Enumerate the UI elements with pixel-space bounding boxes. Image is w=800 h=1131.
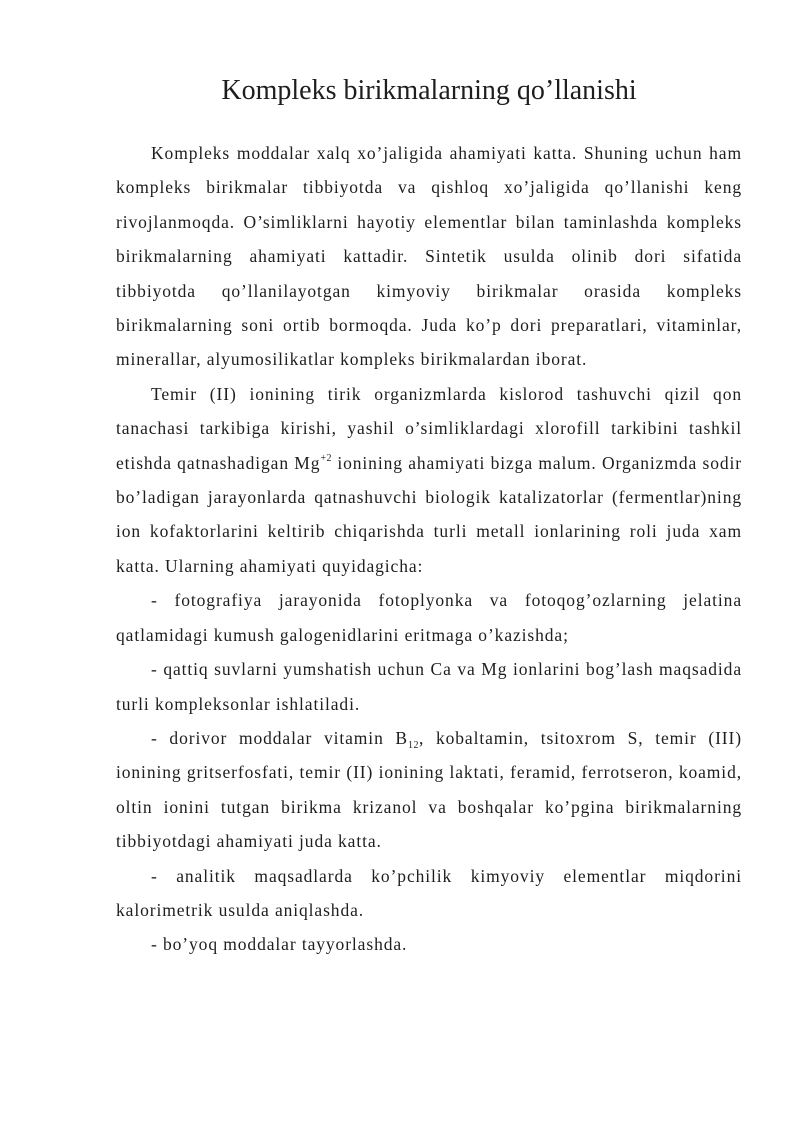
list-item-photography: - fotografiya jarayonida fotoplyonka va fotoqog’ozlarning jelatina qatlamidagi kumush galogenidlarini eritmaga o’kazishda;: [116, 590, 742, 645]
page-title: Kompleks birikmalarning qo’llanishi: [221, 75, 637, 106]
document-body: [116, 136, 742, 962]
paragraph-metal-ions-text-start: Temir (II) ionining tirik organizmlarda kislorod tashuvchi qizil qon tanachasi tarkibiga kirishi, yashil o’simliklardagi xlorofill tarkibini tashkil etishda qatnashadigan Mg: [116, 383, 742, 473]
vitamin-b12-subscript: 12: [408, 739, 419, 751]
list-item-dyes: - bo’yoq moddalar tayyorlashda.: [151, 934, 408, 955]
list-item-analytical: - analitik maqsadlarda ko’pchilik kimyoviy elementlar miqdorini kalorimetrik usulda aniqlashda.: [116, 865, 742, 920]
list-item-medicinal-text-start: - dorivor moddalar vitamin B: [151, 727, 408, 748]
paragraph-metal-ions: [116, 377, 742, 583]
list-item-water-softening: - qattiq suvlarni yumshatish uchun Ca va Mg ionlarini bog’lash maqsadida turli kompleksonlar ishlatiladi.: [116, 659, 742, 714]
paragraph-introduction: Kompleks moddalar xalq xo’jaligida ahamiyati katta. Shuning uchun ham kompleks birikmalar tibbiyotda va qishloq xo’jaligida qo’llanishi keng rivojlanmoqda. O’simliklarni hayotiy elementlar bilan taminlashda kompleks birikmalarning ahamiyati kattadir. Sintetik usulda olinib dori sifatida tibbiyotda qo’llanilayotgan kimyoviy birikmalar orasida kompleks birikmalarning soni ortib bormoqda. Juda ko’p dori preparatlari, vitaminlar, minerallar, alyumosilikatlar kompleks birikmalardan iborat.: [116, 143, 742, 370]
list-item-medicinal-text-end: , kobaltamin, tsitoxrom S, temir (III) ionining gritserfosfati, temir (II) ionining laktati, feramid, ferrotseron, koamid, oltin ionini tutgan birikma krizanol va boshqalar ko’pgina birikmalarning tibbiyotdagi ahamiyati juda katta.: [116, 727, 742, 852]
paragraph-metal-ions-text-end: ionining ahamiyati bizga malum. Organizmda sodir bo’ladigan jarayonlarda qatnashuvchi biologik katalizatorlar (fermentlar)ning ion kofaktorlarini keltirib chiqarishda turli metall ionlarining roli juda xam katta. Ularning ahamiyati quyidagicha:: [116, 452, 742, 576]
magnesium-charge-superscript: +2: [320, 452, 333, 464]
list-item-medicinal-substances: [116, 721, 742, 859]
